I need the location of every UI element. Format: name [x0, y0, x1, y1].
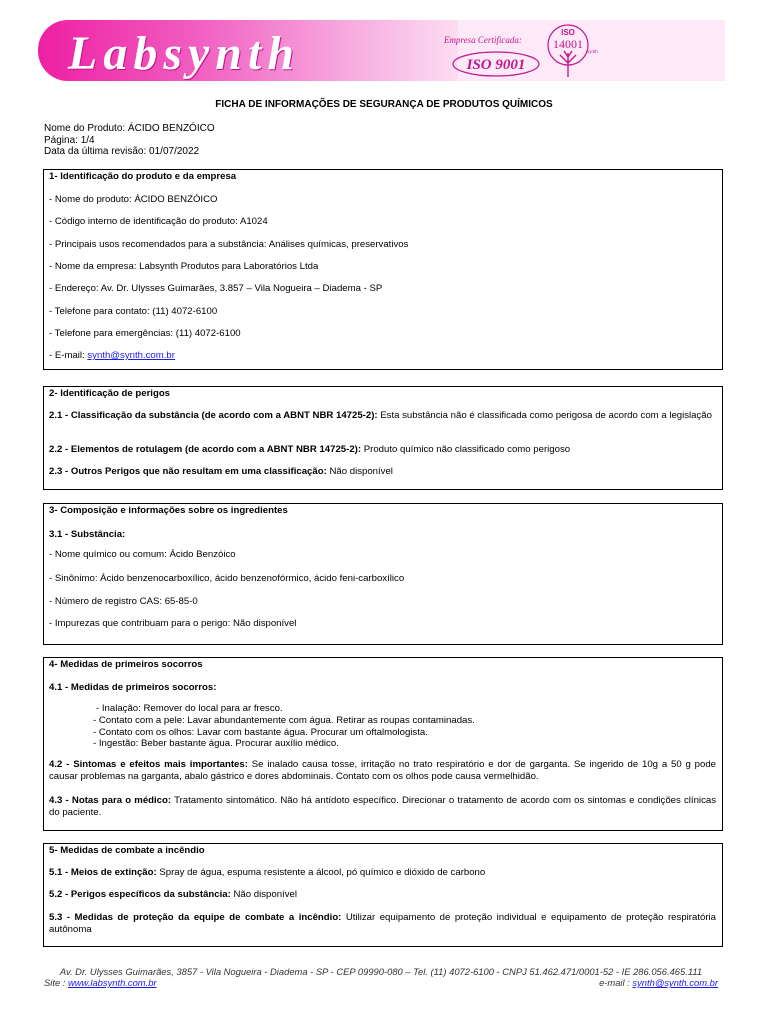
subsection-3-1: 3.1 - Substância: — [49, 529, 126, 540]
text-4-2: Se inalado causa tosse, irritação no trato respiratório e dor de garganta. Se ingerido de 10g a 50 g pode causar problemas na garganta, abalo gástrico e dores abdominais. Contato com os olhos pode causa vermelhidão. — [49, 759, 716, 782]
paragraph-2-2 — [49, 444, 716, 456]
certified-company-label: Empresa Certificada: — [444, 35, 522, 45]
list-item: - Principais usos recomendados para a substância: Análises químicas, preservativos — [49, 239, 409, 250]
list-item: - Código interno de identificação do produto: A1024 — [49, 216, 268, 227]
paragraph-5-2 — [49, 889, 716, 901]
iso-9001-seal-label: ISO 9001 — [466, 57, 526, 73]
section-2-box — [43, 386, 723, 490]
list-item: - Ingestão: Beber bastante água. Procurar auxílio médico. — [93, 738, 339, 749]
page-number: Página: 1/4 — [44, 134, 95, 146]
paragraph-2-1 — [49, 410, 716, 422]
labsynth-logo: Labsynth — [68, 27, 301, 80]
heading-2-1: 2.1 - Classificação da substância (de acordo com a ABNT NBR 14725-2): — [49, 410, 378, 421]
list-item: - Telefone para contato: (11) 4072-6100 — [49, 306, 218, 317]
list-item: - Contato com a pele: Lavar abundantemente com água. Retirar as roupas contaminadas. — [93, 715, 475, 726]
list-item: - Nome da empresa: Labsynth Produtos para Laboratórios Ltda — [49, 261, 319, 272]
list-item: - Nome químico ou comum: Ácido Benzóico — [49, 549, 236, 560]
iso-14001-top-label: ISO — [561, 28, 575, 37]
iso-14001-brand: Synth — [586, 49, 598, 54]
footer-email — [599, 977, 718, 988]
text-5-2: Não disponível — [230, 889, 297, 900]
iso-14001-seal-icon — [534, 23, 606, 79]
section-1-box — [43, 169, 723, 370]
heading-5-1: 5.1 - Meios de extinção: — [49, 867, 157, 878]
list-item: - Endereço: Av. Dr. Ulysses Guimarães, 3.857 – Vila Nogueira – Diadema - SP — [49, 283, 383, 294]
section-5-box — [43, 843, 723, 947]
email-label: - E-mail: — [49, 350, 88, 361]
section-5-title: 5- Medidas de combate a incêndio — [49, 845, 205, 856]
text-5-1: Spray de água, espuma resistente a álcool, pó químico e dióxido de carbono — [156, 867, 486, 878]
footer-contacts — [44, 977, 718, 988]
product-meta — [44, 123, 215, 158]
heading-2-3: 2.3 - Outros Perigos que não resultam em uma classificação: — [49, 466, 327, 477]
text-2-1: Esta substância não é classificada como perigosa de acordo com a legislação — [377, 410, 712, 421]
heading-5-3: 5.3 - Medidas de proteção da equipe de combate a incêndio: — [49, 912, 342, 923]
list-item: - Inalação: Remover do local para ar fresco. — [96, 703, 283, 714]
section-4-box — [43, 657, 723, 831]
email-link[interactable]: synth@synth.com.br — [87, 350, 175, 361]
list-item: - Contato com os olhos: Lavar com bastante água. Procurar um oftalmologista. — [93, 727, 428, 738]
section-1-title: 1- Identificação do produto e da empresa — [49, 171, 237, 182]
text-2-2: Produto químico não classificado como perigoso — [361, 444, 571, 455]
header-banner — [38, 20, 725, 81]
paragraph-4-2 — [49, 759, 716, 783]
text-4-3: Tratamento sintomático. Não há antídoto específico. Direcionar o tratamento de acordo com os sintomas e condições clínicas do paciente. — [49, 795, 716, 818]
site-label: Site : — [44, 977, 68, 988]
product-name-line: Nome do Produto: ÁCIDO BENZÓICO — [44, 123, 215, 134]
heading-2-2: 2.2 - Elementos de rotulagem (de acordo com a ABNT NBR 14725-2): — [49, 444, 362, 455]
site-link[interactable]: www.labsynth.com.br — [67, 977, 157, 988]
list-item: - Telefone para emergências: (11) 4072-6100 — [49, 328, 241, 339]
iso-9001-seal-icon — [451, 50, 541, 78]
footer-email-link[interactable]: synth@synth.com.br — [632, 977, 718, 988]
revision-date: Data da última revisão: 01/07/2022 — [44, 146, 200, 158]
section-2-title: 2- Identificação de perigos — [49, 388, 171, 399]
paragraph-2-3 — [49, 466, 716, 478]
footer-email-label: e-mail : — [599, 977, 633, 988]
paragraph-5-3 — [49, 912, 716, 936]
list-item: - Sinônimo: Ácido benzenocarboxílico, ácido benzenofórmico, ácido feni-carboxílico — [49, 573, 405, 584]
section-4-title: 4- Medidas de primeiros socorros — [49, 659, 203, 670]
heading-4-3: 4.3 - Notas para o médico: — [49, 795, 172, 806]
list-item: - Número de registro CAS: 65-85-0 — [49, 596, 198, 607]
section-3-title: 3- Composição e informações sobre os ingredientes — [49, 505, 288, 516]
subsection-4-1: 4.1 - Medidas de primeiros socorros: — [49, 682, 217, 693]
paragraph-5-1 — [49, 867, 716, 879]
heading-4-2: 4.2 - Sintomas e efeitos mais importantes: — [49, 759, 248, 770]
list-item: - Nome do produto: ÁCIDO BENZÓICO — [49, 194, 218, 205]
paragraph-4-3 — [49, 795, 716, 819]
email-line — [49, 350, 716, 362]
document-title: FICHA DE INFORMAÇÕES DE SEGURANÇA DE PRODUTOS QUÍMICOS — [215, 99, 553, 110]
text-5-3: Utilizar equipamento de proteção individual e equipamento de proteção respiratória autônoma — [49, 912, 716, 935]
section-3-box — [43, 503, 723, 645]
heading-5-2: 5.2 - Perigos específicos da substância: — [49, 889, 231, 900]
iso-14001-number: 14001 — [553, 37, 583, 51]
text-2-3: Não disponível — [326, 466, 393, 477]
footer-address: Av. Dr. Ulysses Guimarães, 3857 - Vila Nogueira - Diadema - SP - CEP 09990-080 – Tel. (11) 4072-6100 - CNPJ 51.462.471/0001-52 - IE 286.056.465.111 — [59, 966, 703, 977]
list-item: - Impurezas que contribuam para o perigo: Não disponível — [49, 618, 297, 629]
